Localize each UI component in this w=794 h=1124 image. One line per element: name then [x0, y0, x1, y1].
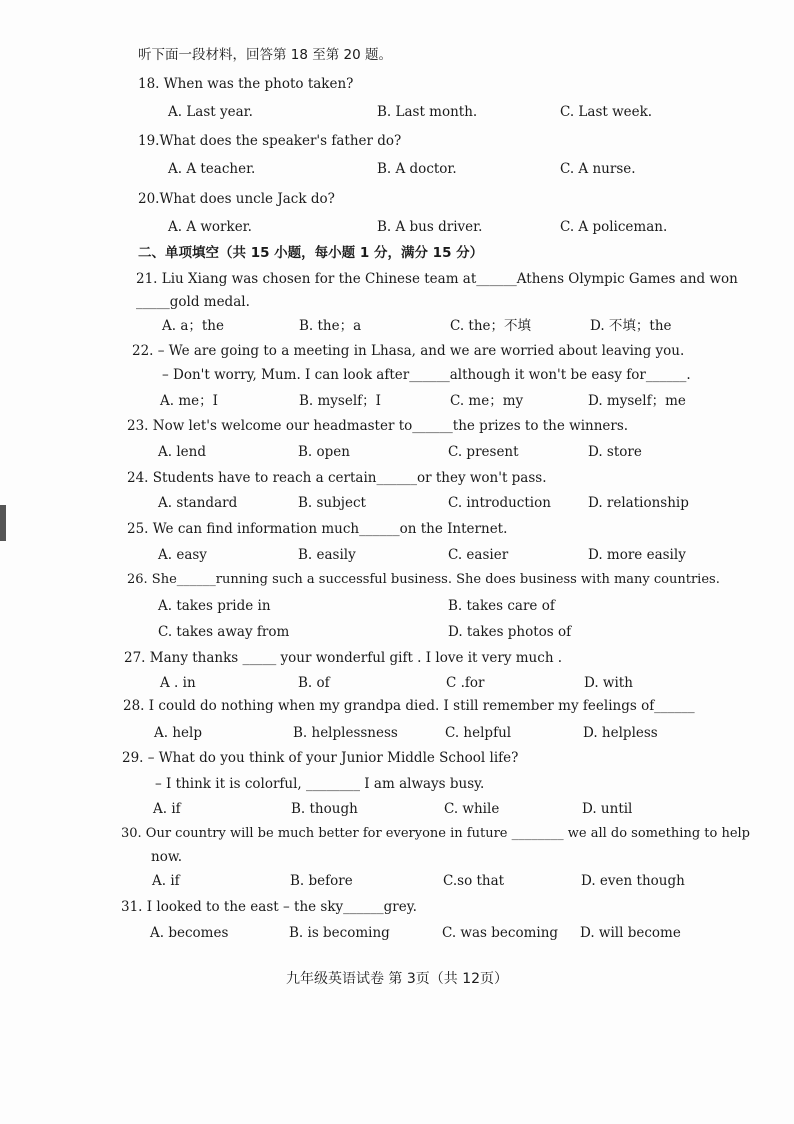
- q28-option-b: B. helplessness: [293, 725, 398, 741]
- question-29-line-1: 29. – What do you think of your Junior Middle School life?: [122, 750, 519, 766]
- q31-option-b: B. is becoming: [289, 925, 390, 941]
- q23-option-b: B. open: [298, 444, 350, 460]
- page-footer: 九年级英语试卷 第 3页（共 12页）: [285, 971, 509, 987]
- question-21-line-2: _____gold medal.: [136, 294, 250, 310]
- q23-option-a: A. lend: [158, 444, 206, 460]
- q23-option-d: D. store: [588, 444, 642, 460]
- q18-option-a: A. Last year.: [168, 104, 253, 120]
- q28-option-c: C. helpful: [445, 725, 512, 741]
- question-22-line-1: 22. – We are going to a meeting in Lhasa, and we are worried about leaving you.: [132, 343, 685, 359]
- q23-option-c: C. present: [448, 444, 519, 460]
- question-25: 25. We can find information much______on the Internet.: [127, 521, 508, 537]
- section-2-title: 二、单项填空（共 15 小题，每小题 1 分，满分 15 分）: [138, 245, 484, 261]
- q22-option-c: C. me；my: [450, 393, 524, 409]
- q19-option-b: B. A doctor.: [377, 161, 457, 177]
- q24-option-d: D. relationship: [588, 495, 689, 511]
- q28-option-a: A. help: [154, 725, 202, 741]
- question-27: 27. Many thanks _____ your wonderful gift . I love it very much .: [124, 650, 563, 666]
- question-21-line-1: 21. Liu Xiang was chosen for the Chinese team at______Athens Olympic Games and won: [136, 271, 738, 287]
- question-28: 28. I could do nothing when my grandpa died. I still remember my feelings of______: [123, 698, 695, 714]
- q29-option-d: D. until: [582, 801, 633, 817]
- question-20: 20.What does uncle Jack do?: [138, 191, 335, 207]
- q29-option-a: A. if: [153, 801, 181, 817]
- q25-option-a: A. easy: [158, 547, 207, 563]
- q24-option-a: A. standard: [158, 495, 238, 511]
- q28-option-d: D. helpless: [583, 725, 658, 741]
- q24-option-b: B. subject: [298, 495, 366, 511]
- q30-option-d: D. even though: [581, 873, 685, 889]
- q27-option-b: B. of: [298, 675, 330, 691]
- q30-option-b: B. before: [290, 873, 353, 889]
- q20-option-b: B. A bus driver.: [377, 219, 483, 235]
- q22-option-a: A. me；I: [160, 393, 218, 409]
- q29-option-b: B. though: [291, 801, 358, 817]
- q25-option-d: D. more easily: [588, 547, 686, 563]
- question-31: 31. I looked to the east – the sky______grey.: [121, 899, 417, 915]
- question-24: 24. Students have to reach a certain______or they won't pass.: [127, 470, 547, 486]
- question-23: 23. Now let's welcome our headmaster to______the prizes to the winners.: [127, 418, 629, 434]
- q26-option-d: D. takes photos of: [448, 624, 572, 640]
- q25-option-b: B. easily: [298, 547, 356, 563]
- question-29-line-2: – I think it is colorful, ________ I am always busy.: [155, 776, 485, 792]
- question-30-line-2: now.: [151, 849, 183, 865]
- q30-option-a: A. if: [152, 873, 180, 889]
- q31-option-a: A. becomes: [150, 925, 229, 941]
- q26-option-c: C. takes away from: [158, 624, 290, 640]
- listening-instructions: 听下面一段材料，回答第 18 至第 20 题。: [138, 47, 393, 63]
- q18-option-b: B. Last month.: [377, 104, 478, 120]
- q25-option-c: C. easier: [448, 547, 509, 563]
- q26-option-a: A. takes pride in: [158, 598, 271, 614]
- q24-option-c: C. introduction: [448, 495, 551, 511]
- q29-option-c: C. while: [444, 801, 500, 817]
- q20-option-a: A. A worker.: [168, 219, 252, 235]
- question-19: 19.What does the speaker's father do?: [138, 133, 402, 149]
- q30-option-c: C.so that: [443, 873, 505, 889]
- q20-option-c: C. A policeman.: [560, 219, 668, 235]
- q21-option-a: A. a；the: [162, 318, 224, 334]
- q31-option-c: C. was becoming: [442, 925, 559, 941]
- q21-option-d: D. 不填；the: [590, 318, 672, 334]
- question-22-line-2: – Don't worry, Mum. I can look after______although it won't be easy for______.: [162, 367, 691, 383]
- question-18: 18. When was the photo taken?: [138, 76, 354, 92]
- q27-option-c: C .for: [446, 675, 485, 691]
- q21-option-b: B. the；a: [299, 318, 362, 334]
- q27-option-a: A . in: [160, 675, 196, 691]
- q22-option-b: B. myself；I: [299, 393, 381, 409]
- q18-option-c: C. Last week.: [560, 104, 653, 120]
- question-30-line-1: 30. Our country will be much better for everyone in future ________ we all do something to help: [121, 826, 750, 841]
- q31-option-d: D. will become: [580, 925, 681, 941]
- scan-edge-mark: [0, 505, 6, 541]
- q22-option-d: D. myself；me: [588, 393, 686, 409]
- q19-option-a: A. A teacher.: [168, 161, 256, 177]
- question-26: 26. She______running such a successful business. She does business with many countries.: [127, 572, 720, 587]
- q26-option-b: B. takes care of: [448, 598, 555, 614]
- q21-option-c: C. the；不填: [450, 318, 532, 334]
- q19-option-c: C. A nurse.: [560, 161, 636, 177]
- q27-option-d: D. with: [584, 675, 633, 691]
